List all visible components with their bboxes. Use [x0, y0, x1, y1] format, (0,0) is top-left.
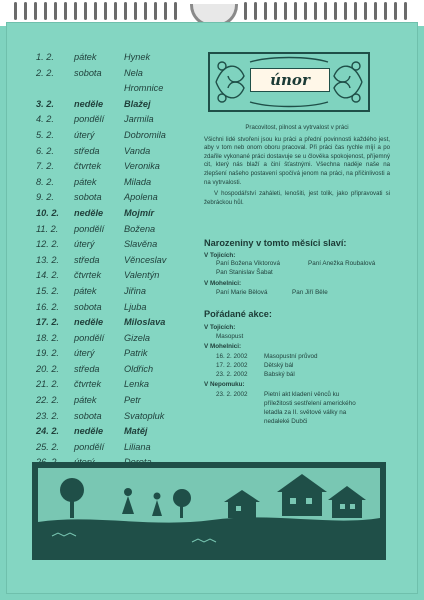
day-weekday: pátek [74, 176, 97, 187]
day-row [34, 253, 204, 269]
day-date: 13. 2. [36, 254, 59, 265]
day-row [34, 315, 204, 331]
event-name: Dětský bál [264, 362, 294, 369]
binding-ring [124, 2, 127, 20]
birthdays-tojice-label: V Tojicích: [204, 252, 236, 259]
binding-ring [174, 2, 177, 20]
day-date: 14. 2. [36, 270, 59, 281]
event-name: Masopustní průvod [264, 353, 318, 360]
day-weekday: čtvrtek [74, 379, 102, 390]
binding-ring [274, 2, 277, 20]
day-weekday: pátek [74, 395, 97, 406]
day-date: 4. 2. [36, 114, 54, 125]
binding-ring [94, 2, 97, 20]
day-nameday: Petr [124, 395, 141, 406]
day-row [34, 346, 204, 362]
day-weekday: pondělí [74, 441, 105, 452]
day-row [34, 237, 204, 253]
day-weekday: pondělí [74, 332, 105, 343]
day-date: 22. 2. [36, 395, 59, 406]
day-weekday: pátek [74, 285, 97, 296]
birthdays-title: Narozeniny v tomto měsíci slaví: [204, 238, 347, 248]
day-row [34, 128, 204, 144]
day-weekday: sobota [74, 67, 102, 78]
event-description: nedaleké Dubči [264, 418, 308, 425]
day-row [34, 159, 204, 175]
day-weekday: pondělí [74, 223, 105, 234]
day-nameday: Apolena [124, 192, 158, 203]
village-scene-icon [32, 462, 386, 560]
day-date: 17. 2. [36, 317, 59, 328]
day-nameday: Veronika [124, 161, 160, 172]
day-weekday: sobota [74, 192, 102, 203]
day-date: 3. 2. [36, 98, 54, 109]
day-weekday: pátek [74, 52, 97, 62]
day-nameday: Nela [124, 67, 143, 78]
day-date: 25. 2. [36, 441, 59, 452]
quote-paragraph-2: V hospodářství zaháleti, lenošiti, jest tolik, jako připravovati si žebráckou hůl. [204, 190, 390, 206]
day-row [34, 393, 204, 409]
day-nameday: Ljuba [124, 301, 147, 312]
quote-paragraph-1: Všichni lidé stvořeni jsou ku práci a přední povinnosti každého jest, aby v tom neb onom oboru pracoval. Při práci čas rychle míjí a po zdařile vykonané práci dostavuje se u člověka spokojenost, příjemný cit, který nás blaží a činí šťastnými. Všechna naděje naše na zlepšení našeho postavení spočívá jenom na práci, na přičinlivosti a na vytrvalosti. [204, 135, 390, 186]
day-nameday: Liliana [124, 441, 151, 452]
day-nameday: Oldřich [124, 363, 154, 374]
day-row [34, 112, 204, 128]
day-nameday: Jarmila [124, 114, 154, 125]
event-date: 17. 2. 2002 [216, 362, 248, 369]
day-nameday: Blažej [124, 98, 151, 109]
day-date: 18. 2. [36, 332, 59, 343]
day-date: 10. 2. [36, 207, 59, 218]
day-nameday: Mojmír [124, 207, 155, 218]
binding-ring [294, 2, 297, 20]
day-row [34, 440, 204, 456]
event-name: Babský bál [264, 371, 295, 378]
event-date: 23. 2. 2002 [216, 391, 248, 398]
events-tojice-label: V Tojicích: [204, 324, 236, 331]
day-weekday: úterý [74, 348, 95, 359]
binding-ring [394, 2, 397, 20]
binding-ring [404, 2, 407, 20]
day-date: 19. 2. [36, 348, 59, 359]
day-weekday: středa [74, 363, 100, 374]
day-weekday: neděle [74, 98, 104, 109]
day-date: 8. 2. [36, 176, 54, 187]
day-weekday: sobota [74, 301, 102, 312]
day-date: 20. 2. [36, 363, 59, 374]
binding-ring [84, 2, 87, 20]
day-weekday: neděle [74, 426, 104, 437]
day-weekday: neděle [74, 207, 104, 218]
events-title: Pořádané akce: [204, 309, 272, 319]
day-date: 7. 2. [36, 161, 54, 172]
day-row [34, 97, 204, 113]
day-row [34, 206, 204, 222]
day-date: 23. 2. [36, 410, 59, 421]
event-description: letadla za II. světové války na [264, 409, 347, 416]
day-date: 24. 2. [36, 426, 59, 437]
day-nameday: Jiřina [124, 285, 146, 296]
month-header [208, 52, 370, 112]
day-row [34, 268, 204, 284]
day-nameday: Miloslava [124, 317, 166, 328]
binding-ring [254, 2, 257, 20]
event-name: Masopust [216, 333, 244, 340]
day-nameday: Lenka [124, 379, 150, 390]
day-row [34, 424, 204, 440]
binding-ring [154, 2, 157, 20]
binding-ring [14, 2, 17, 20]
day-nameday: Slavěna [124, 239, 158, 250]
binding-ring [284, 2, 287, 20]
day-date: 6. 2. [36, 145, 54, 156]
day-weekday: úterý [74, 239, 95, 250]
day-nameday: Matěj [124, 426, 148, 437]
day-nameday: Valentýn [124, 270, 160, 281]
birthday-person: Pan Stanislav Šabat [216, 269, 273, 276]
quote-heading: Pracovitost, pilnost a vytrvalost v práci [245, 124, 349, 131]
day-weekday: čtvrtek [74, 270, 102, 281]
day-nameday: Božena [124, 223, 156, 234]
binding-ring [344, 2, 347, 20]
woodcut-illustration [32, 462, 386, 560]
day-date: 9. 2. [36, 192, 54, 203]
binding-ring [164, 2, 167, 20]
day-weekday: sobota [74, 410, 102, 421]
month-title: únor [250, 68, 330, 92]
binding-ring [104, 2, 107, 20]
binding-ring [24, 2, 27, 20]
binding-ring [114, 2, 117, 20]
birthday-person: Pan Jiří Běle [292, 289, 328, 296]
day-date: 21. 2. [36, 379, 59, 390]
event-description: Pietní akt kladení věnců ku [264, 391, 340, 398]
binding-ring [314, 2, 317, 20]
binding-ring [134, 2, 137, 20]
binding-ring [144, 2, 147, 20]
day-row [34, 284, 204, 300]
day-row [34, 222, 204, 238]
binding-ring [334, 2, 337, 20]
birthdays-mohelnice-label: V Mohelnici: [204, 280, 242, 287]
binding-ring [264, 2, 267, 20]
day-date: 1. 2. [36, 52, 54, 62]
day-row [34, 362, 204, 378]
day-nameday: Svatopluk [124, 410, 165, 421]
day-nameday: Dobromila [124, 129, 166, 140]
birthday-person: Paní Božena Viktorová [216, 260, 280, 267]
day-list [34, 50, 204, 502]
day-row [34, 81, 204, 97]
day-row [34, 66, 204, 82]
day-nameday: Gizela [124, 332, 151, 343]
event-date: 16. 2. 2002 [216, 353, 248, 360]
binding-ring [324, 2, 327, 20]
birthday-person: Paní Anežka Roubalová [308, 260, 376, 267]
day-row [34, 175, 204, 191]
binding-ring [244, 2, 247, 20]
binding-ring [34, 2, 37, 20]
day-weekday: středa [74, 145, 100, 156]
binding-ring [64, 2, 67, 20]
binding-ring [354, 2, 357, 20]
day-nameday: Hromnice [124, 83, 164, 94]
day-weekday: středa [74, 254, 100, 265]
day-row [34, 190, 204, 206]
birthday-person: Paní Marie Bělová [216, 289, 268, 296]
binding-ring [304, 2, 307, 20]
day-row [34, 331, 204, 347]
day-row [34, 377, 204, 393]
day-weekday: neděle [74, 317, 104, 328]
day-nameday: Věnceslav [124, 254, 167, 265]
binding-ring [44, 2, 47, 20]
binding-ring [384, 2, 387, 20]
day-nameday: Patrik [124, 348, 148, 359]
day-row [34, 144, 204, 160]
day-date: 5. 2. [36, 129, 54, 140]
day-nameday: Milada [124, 176, 152, 187]
day-row [34, 50, 204, 66]
day-weekday: čtvrtek [74, 161, 102, 172]
day-weekday: úterý [74, 129, 95, 140]
quote-block [204, 124, 390, 210]
day-row [34, 300, 204, 316]
events-nepomuk-label: V Nepomuku: [204, 381, 245, 388]
day-date: 12. 2. [36, 239, 59, 250]
day-date: 15. 2. [36, 285, 59, 296]
day-date: 16. 2. [36, 301, 59, 312]
events-mohelnice-label: V Mohelnici: [204, 343, 242, 350]
day-date: 2. 2. [36, 67, 54, 78]
event-date: 23. 2. 2002 [216, 371, 248, 378]
day-row [34, 409, 204, 425]
binding-ring [74, 2, 77, 20]
binding-ring [54, 2, 57, 20]
binding-ring [364, 2, 367, 20]
day-nameday: Vanda [124, 145, 151, 156]
day-weekday: pondělí [74, 114, 105, 125]
day-date: 11. 2. [36, 223, 59, 234]
day-nameday: Hynek [124, 52, 151, 62]
binding-ring [374, 2, 377, 20]
event-description: příležitosti sestřelení amerického [264, 400, 356, 407]
